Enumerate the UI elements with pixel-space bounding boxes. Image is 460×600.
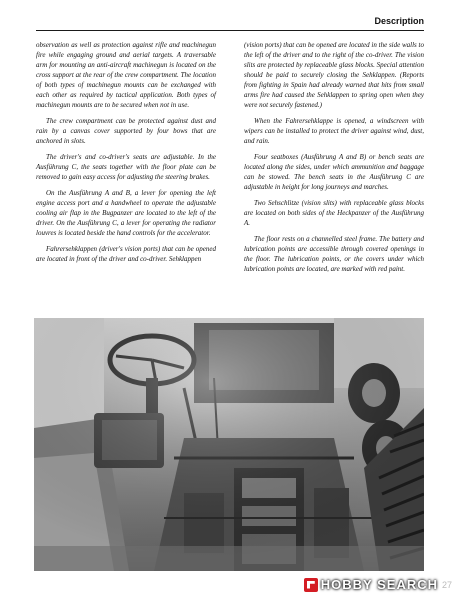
header-rule [36, 30, 424, 31]
paragraph: When the Fahrersehklappe is opened, a windscreen with wipers can be installed to protect the driver against wind, dust, and rain. [244, 117, 424, 145]
paragraph: The floor rests on a channelled steel frame. The battery and lubrication points are accessible through covered openings in the floor. The lubrication points, or the covers under which lubrication points are located, are marked with red paint. [244, 235, 424, 273]
paragraph: Fahrersehklappen (driver's vision ports) that can be opened are located in front of the driver and co-driver. Sehklappen [36, 245, 216, 263]
paragraph: The driver's and co-driver's seats are adjustable. In the Ausführung C, the seats together with the floor plate can be removed to gain easy access for adjusting the steering brakes. [36, 153, 216, 181]
paragraph: observation as well as protection against rifle and machinegun fire while engaging ground and aerial targets. A traversable arm for mounting an anti-aircraft machinegun is located on the cross support at the rear of the crew compartment. The location of both types of machinegun mounts can be exchanged with each other as required by tactical application. Both types of machinegun mounts are to be secured when not in use. [36, 41, 216, 109]
paragraph: (vision ports) that can be opened are located in the side walls to the left of the driver and to the right of the co-driver. The vision slits are protected by replaceable glass blocks. Special attention should be paid to securely closing the Sehklappen. (Reports from fighting in Spain had already warned that hits from small arms fire had caused the Sehklappen to spring open when they were not securely fastened.) [244, 41, 424, 109]
paragraph: Four seatboxes (Ausführung A and B) or bench seats are located along the sides, under which ammunition and baggage can be stowed. The bench seats in the Ausführung C are adjustable in height for long journeys and marches. [244, 153, 424, 191]
vehicle-interior-photo [34, 318, 424, 571]
watermark-text: HOBBY SEARCH [320, 577, 438, 592]
paragraph: Two Sehschlitze (vision slits) with replaceable glass blocks are located on both sides of the Heckpanzer of the Ausführung A. [244, 199, 424, 227]
paragraph: On the Ausführung A and B, a lever for opening the left engine access port and a handwheel to operate the adjustable cooling air flap in the Bugpanzer are located to the left of the driver. On the Ausführung C, a lever for operating the radiator louvres is located beside the hand controls for the accelerator. [36, 189, 216, 237]
paragraph: The crew compartment can be protected against dust and rain by a canvas cover supported by four bows that are anchored in slots. [36, 117, 216, 145]
section-title: Description [374, 16, 424, 26]
text-column-left [36, 40, 216, 270]
hobby-search-logo-icon [304, 578, 318, 592]
hobby-search-watermark [304, 577, 438, 592]
text-column-right [244, 40, 424, 280]
page-number: 27 [441, 580, 452, 590]
